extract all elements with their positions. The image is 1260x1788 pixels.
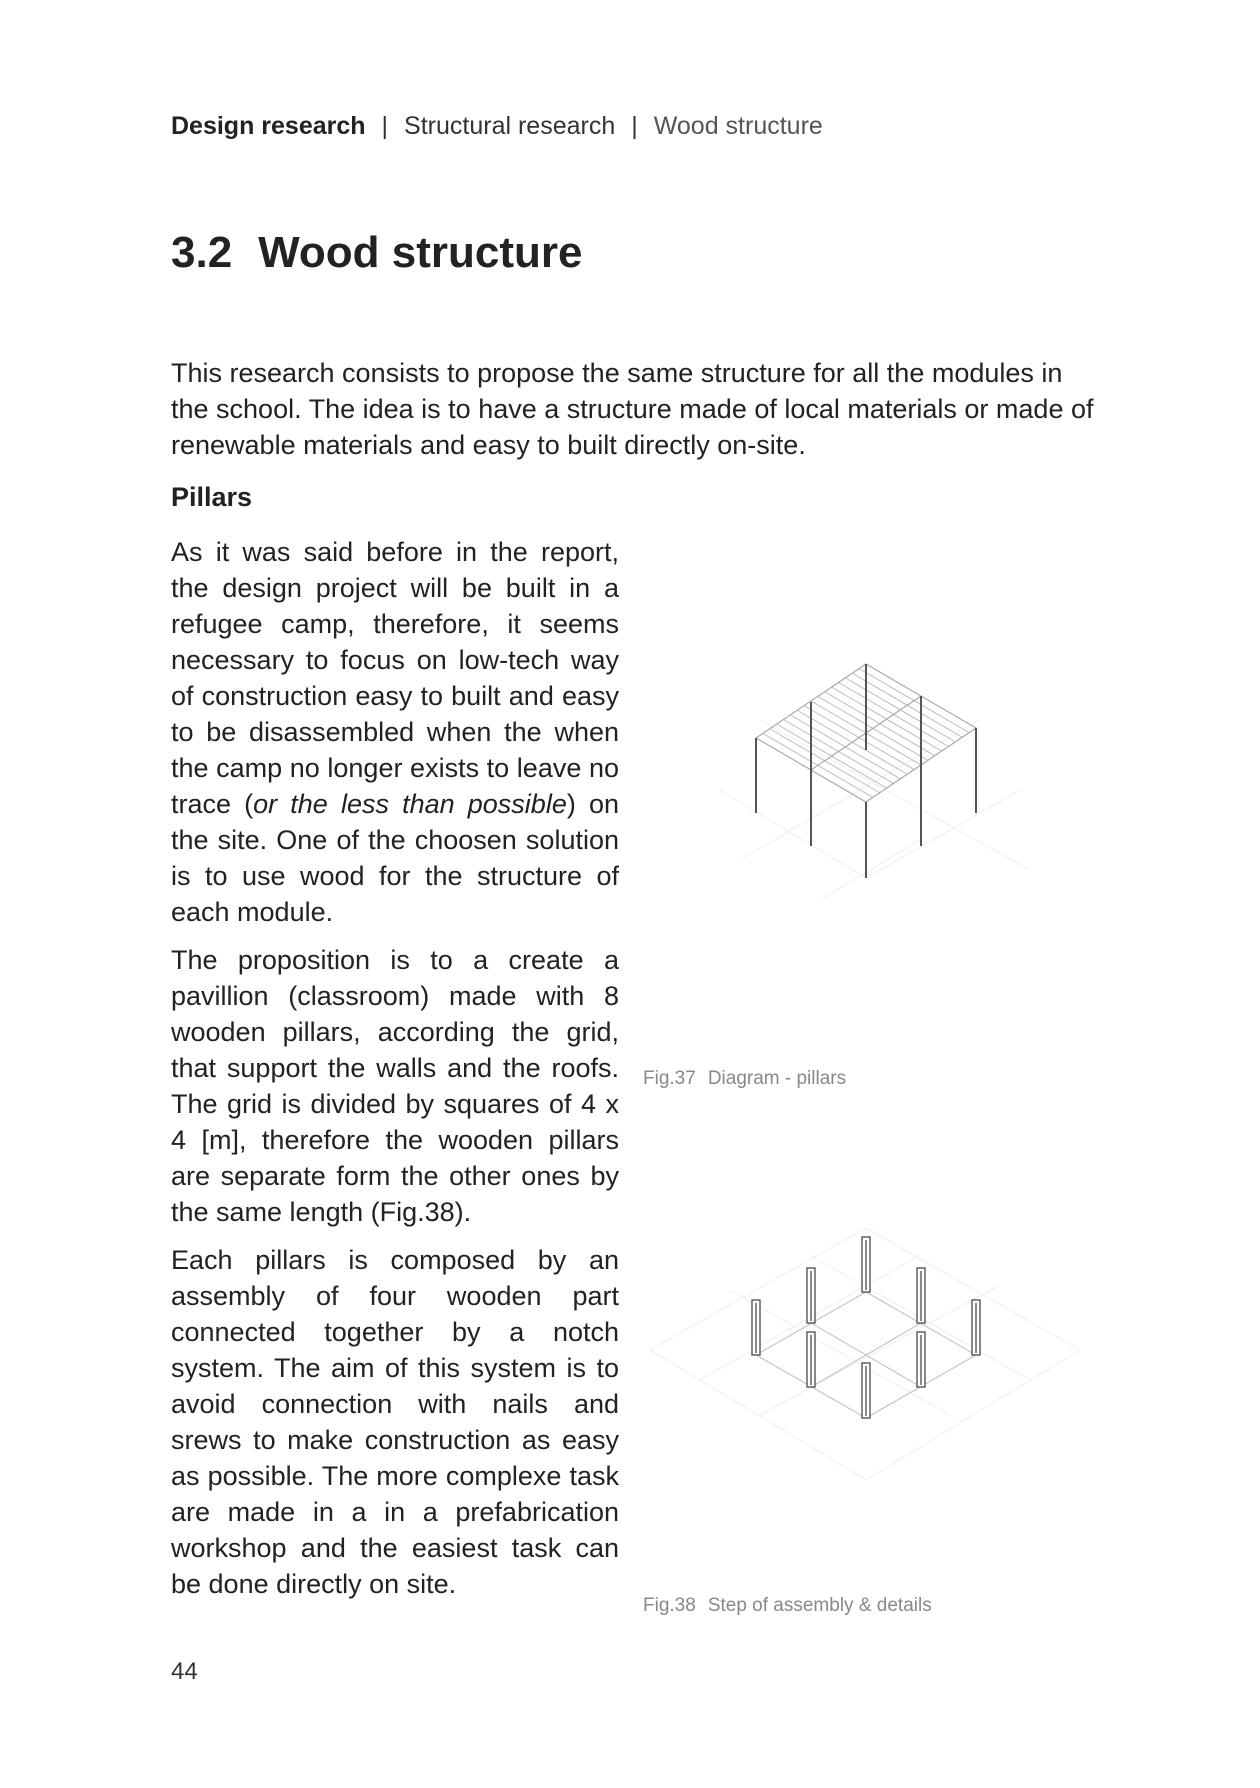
- wooden-pillar: [752, 1300, 760, 1355]
- intro-paragraph: This research consists to propose the same structure for all the modules in the school. The idea is to have a structure made of local materials or made of renewable materials and easy to built directly on-site.: [171, 358, 1094, 460]
- page-number: 44: [171, 1658, 198, 1685]
- section-title: Wood structure: [258, 228, 583, 277]
- figure-38-assembly-diagram: [650, 1228, 1080, 1480]
- figure-caption-37: [643, 1068, 846, 1090]
- section-number: 3.2: [171, 228, 233, 277]
- figure-caption-text: Diagram - pillars: [707, 1068, 847, 1089]
- breadcrumb-separator: |: [381, 112, 389, 140]
- paragraph-text: ) on the site. One of the choosen solution is to use wood for the structure of each module.: [171, 789, 619, 927]
- figure-37-pillars-diagram: [720, 664, 1030, 900]
- wooden-pillar: [807, 1268, 815, 1323]
- breadcrumb-subsection: Structural research: [404, 112, 616, 140]
- wooden-pillar: [917, 1332, 925, 1387]
- breadcrumb-section: Design research: [171, 112, 366, 140]
- wooden-pillar: [972, 1300, 980, 1355]
- paragraph-text: As it was said before in the report, the design project will be built in a refugee camp, therefore, it seems necessary to focus on low-tech way of construction easy to built and easy to be disassembled when the when the camp no longer exists to leave no trace (: [171, 537, 619, 819]
- figure-number: Fig.38: [643, 1595, 696, 1616]
- breadcrumb-current: Wood structure: [653, 112, 823, 140]
- figure-number: Fig.37: [643, 1068, 696, 1089]
- figure-caption-text: Step of assembly & details: [707, 1595, 932, 1616]
- paragraph-3: Each pillars is composed by an assembly of four wooden part connected together by a notch system. The aim of this system is to avoid connection with nails and srews to make construction as easy as possible. The more complexe task are made in a in a prefabrication workshop and the easiest task can be done directly on site.: [171, 1245, 619, 1599]
- wooden-pillar: [862, 1363, 870, 1418]
- pillars: [756, 664, 976, 878]
- subheading-pillars: Pillars: [171, 482, 253, 512]
- wooden-pillar: [862, 1237, 870, 1292]
- emphasis-text: or the less than possible: [253, 789, 567, 819]
- breadcrumb-separator: |: [631, 112, 638, 140]
- paragraph-2: The proposition is to a create a pavillion (classroom) made with 8 wooden pillars, according the grid, that support the walls and the roofs. The grid is divided by squares of 4 x 4 [m], therefore the wooden pillars are separate form the other ones by the same length (Fig.38).: [171, 945, 619, 1227]
- pillar-assemblies: [752, 1237, 980, 1418]
- wooden-pillar: [917, 1268, 925, 1323]
- wooden-pillar: [807, 1332, 815, 1387]
- figure-caption-38: [643, 1595, 932, 1617]
